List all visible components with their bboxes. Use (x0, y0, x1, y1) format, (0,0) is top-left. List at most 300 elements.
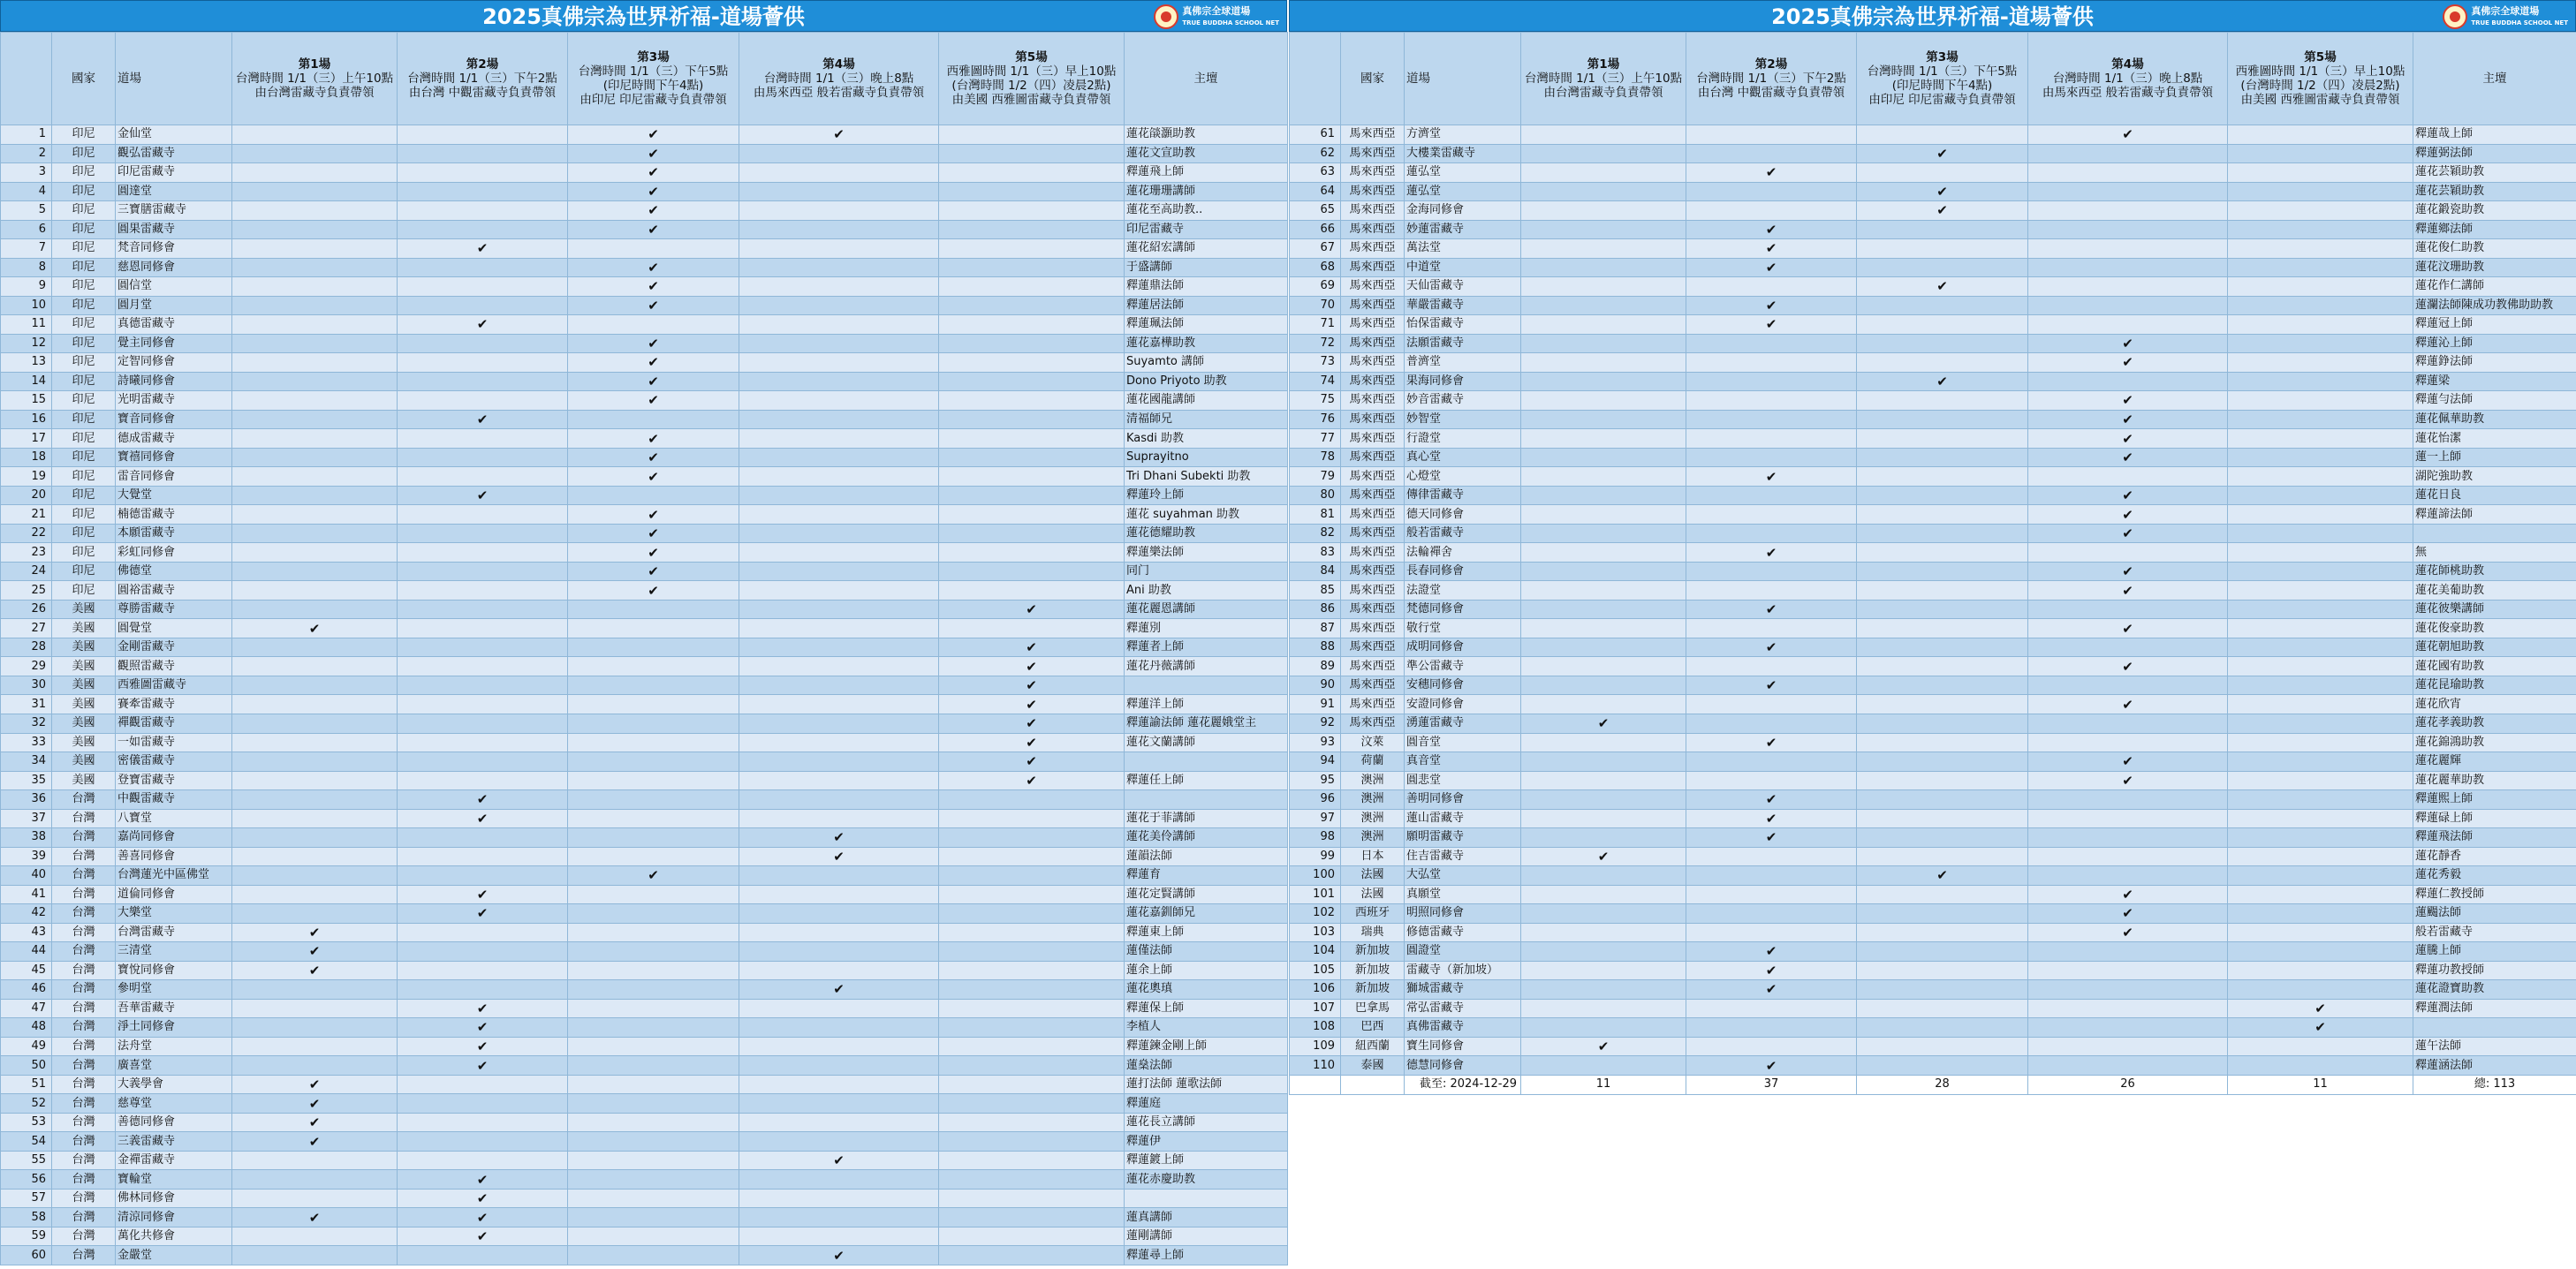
check-icon: ✔ (476, 316, 489, 333)
row-host: 蓮花日良 (2413, 486, 2576, 505)
schedule-table-right (1289, 32, 2576, 1095)
row-host: 釋蓮諦法師 (2413, 505, 2576, 525)
week-5-cell (2228, 885, 2413, 904)
week-2-cell (398, 1189, 568, 1208)
week-2-cell (398, 182, 568, 201)
week-5-cell (939, 885, 1125, 904)
week-4-cell (2028, 676, 2228, 695)
week-2-cell (398, 486, 568, 505)
week-4-cell (739, 182, 939, 201)
row-number: 63 (1290, 163, 1341, 183)
week-3-cell (568, 1018, 739, 1038)
week-5-cell (939, 942, 1125, 962)
row-country: 馬來西亞 (1341, 220, 1405, 239)
week-2-cell (398, 904, 568, 924)
week-4-cell (739, 999, 939, 1018)
week-3-cell (568, 562, 739, 581)
week-1-cell (1521, 220, 1686, 239)
week-3-cell (568, 1151, 739, 1170)
week-4-cell (739, 1227, 939, 1246)
week-3-cell (568, 277, 739, 297)
row-number: 21 (1, 505, 52, 525)
table-row (1290, 828, 2576, 848)
check-icon: ✔ (1765, 544, 1777, 561)
week-2-cell (1686, 942, 1857, 962)
week-4-cell (739, 410, 939, 429)
week-2-cell (398, 296, 568, 315)
row-temple: 登寶雷藏寺 (116, 771, 232, 790)
row-host: 釋蓮者上師 (1125, 638, 1288, 657)
row-number: 30 (1, 676, 52, 695)
week-4-cell (739, 942, 939, 962)
row-temple: 圓音堂 (1405, 733, 1521, 752)
week-1-cell (232, 828, 398, 848)
row-host: Tri Dhani Subekti 助教 (1125, 467, 1288, 487)
header-num (1, 33, 52, 125)
row-country: 印尼 (52, 277, 116, 297)
week-3-cell (568, 201, 739, 221)
row-host: 同门 (1125, 562, 1288, 581)
row-country: 澳洲 (1341, 771, 1405, 790)
row-country: 馬來西亞 (1341, 638, 1405, 657)
week-5-cell (2228, 828, 2413, 848)
check-icon: ✔ (2122, 582, 2133, 599)
row-country: 馬來西亞 (1341, 201, 1405, 221)
week-1-cell (232, 657, 398, 676)
row-country: 法國 (1341, 885, 1405, 904)
header-temple: 道場 (116, 33, 232, 125)
week-4-cell (739, 619, 939, 638)
week-5-cell (2228, 410, 2413, 429)
row-country: 印尼 (52, 144, 116, 163)
row-temple: 光明雷藏寺 (116, 391, 232, 411)
row-number: 94 (1290, 752, 1341, 772)
week-3-cell (1857, 448, 2028, 467)
row-temple: 三寶膳雷藏寺 (116, 201, 232, 221)
check-icon: ✔ (1026, 772, 1037, 789)
week-3-cell (1857, 771, 2028, 790)
row-country: 馬來西亞 (1341, 619, 1405, 638)
week-5-cell (939, 600, 1125, 619)
week-5-cell (939, 847, 1125, 866)
week-2-cell (398, 695, 568, 714)
week-1-cell (1521, 562, 1686, 581)
week-3-cell (568, 714, 739, 733)
week-4-cell (2028, 391, 2228, 411)
week-2-cell (398, 1170, 568, 1190)
row-temple: 佛林同修會 (116, 1189, 232, 1208)
week-5-cell (939, 790, 1125, 810)
row-host: 蓮花靜香 (2413, 847, 2576, 866)
row-country: 馬來西亞 (1341, 296, 1405, 315)
week-2-cell (1686, 600, 1857, 619)
week-1-cell (232, 505, 398, 525)
week-4-cell (2028, 448, 2228, 467)
row-country: 印尼 (52, 125, 116, 145)
week-4-cell (739, 866, 939, 886)
row-host: 蓮余上師 (1125, 961, 1288, 980)
row-number: 103 (1290, 923, 1341, 942)
week-2-cell (1686, 771, 1857, 790)
row-number: 12 (1, 334, 52, 353)
week-4-cell (739, 144, 939, 163)
row-country: 美國 (52, 676, 116, 695)
check-icon: ✔ (2122, 525, 2133, 542)
table-row (1, 714, 1288, 733)
row-host: 蓮花至高助教.. (1125, 201, 1288, 221)
check-icon: ✔ (648, 145, 659, 162)
schedule-table-left (0, 32, 1288, 1265)
week-3-cell (568, 1189, 739, 1208)
row-host: 蓮花鍛瓷助教 (2413, 201, 2576, 221)
week-4-cell (2028, 524, 2228, 543)
row-number: 95 (1290, 771, 1341, 790)
row-host: 蓮真講師 (1125, 1208, 1288, 1227)
week-3-cell (568, 144, 739, 163)
row-temple: 蓮弘堂 (1405, 163, 1521, 183)
week-5-cell (2228, 144, 2413, 163)
row-number: 8 (1, 258, 52, 277)
week-2-cell (398, 923, 568, 942)
week-3-cell (1857, 733, 2028, 752)
week-1-cell (1521, 182, 1686, 201)
week-1-cell (1521, 828, 1686, 848)
table-row (1290, 220, 2576, 239)
row-temple: 詩曦同修會 (116, 372, 232, 391)
table-row (1, 448, 1288, 467)
week-5-cell (939, 239, 1125, 259)
week-4-cell (2028, 904, 2228, 924)
week-5-cell (939, 486, 1125, 505)
header-week-2: 第2場 台灣時間 1/1（三）下午2點 由台灣 中觀雷藏寺負責帶領 (1686, 33, 1857, 125)
week-2-cell (1686, 410, 1857, 429)
row-temple: 法證堂 (1405, 581, 1521, 601)
week-3-cell (568, 296, 739, 315)
row-country: 馬來西亞 (1341, 410, 1405, 429)
week-5-cell (939, 258, 1125, 277)
row-number: 86 (1290, 600, 1341, 619)
row-temple: 傳律雷藏寺 (1405, 486, 1521, 505)
check-icon: ✔ (2122, 696, 2133, 713)
header-country: 國家 (52, 33, 116, 125)
week-1-cell (232, 904, 398, 924)
row-number: 16 (1, 410, 52, 429)
row-temple: 淨土同修會 (116, 1018, 232, 1038)
row-country: 印尼 (52, 543, 116, 563)
row-host: Kasdi 助教 (1125, 429, 1288, 449)
check-icon: ✔ (1597, 848, 1610, 865)
logo-text-line-1: 真佛宗全球道場 (1182, 4, 1251, 17)
row-host: 釋蓮尋上師 (1125, 1246, 1288, 1265)
table-row (1290, 771, 2576, 790)
row-country: 印尼 (52, 220, 116, 239)
row-country: 荷蘭 (1341, 752, 1405, 772)
week-2-cell (398, 163, 568, 183)
week-3-cell (1857, 315, 2028, 335)
table-row (1290, 999, 2576, 1018)
week-4-cell (739, 1132, 939, 1152)
table-row (1, 1113, 1288, 1132)
row-country: 澳洲 (1341, 790, 1405, 810)
row-host (1125, 752, 1288, 772)
row-temple: 大義學會 (116, 1075, 232, 1094)
table-row (1, 1246, 1288, 1265)
week-4-cell (2028, 999, 2228, 1018)
week-3-cell (568, 980, 739, 1000)
check-icon: ✔ (833, 848, 845, 865)
row-temple: 台灣蓮光中區佛堂 (116, 866, 232, 886)
check-icon: ✔ (648, 164, 659, 181)
check-icon: ✔ (1765, 791, 1777, 808)
week-4-cell (739, 562, 939, 581)
check-icon: ✔ (476, 1057, 489, 1074)
week-1-cell (232, 448, 398, 467)
week-4-cell (2028, 429, 2228, 449)
check-icon: ✔ (648, 525, 659, 542)
week-5-cell (939, 543, 1125, 563)
week-3-cell (1857, 1056, 2028, 1076)
week-3-cell (568, 581, 739, 601)
week-1-cell (232, 961, 398, 980)
row-country: 馬來西亞 (1341, 581, 1405, 601)
table-row (1290, 581, 2576, 601)
row-number: 84 (1290, 562, 1341, 581)
table-row (1290, 505, 2576, 525)
week-2-cell (398, 1018, 568, 1038)
table-row (1, 201, 1288, 221)
week-3-cell (568, 638, 739, 657)
week-5-cell (2228, 1056, 2413, 1076)
row-number: 40 (1, 866, 52, 886)
header-week-4: 第4場 台灣時間 1/1（三）晚上8點 由馬來西亞 般若雷藏寺負責帶領 (739, 33, 939, 125)
row-number: 23 (1, 543, 52, 563)
check-icon: ✔ (1765, 677, 1777, 694)
week-3-cell (568, 220, 739, 239)
week-3-cell (1857, 847, 2028, 866)
row-number: 48 (1, 1018, 52, 1038)
row-host: 蓮花文蘭講師 (1125, 733, 1288, 752)
week-2-cell (1686, 429, 1857, 449)
check-icon: ✔ (1597, 1039, 1610, 1054)
week-2-cell (1686, 543, 1857, 563)
check-icon: ✔ (2122, 487, 2133, 504)
week-4-cell (2028, 1056, 2228, 1076)
week-1-cell (232, 1246, 398, 1265)
row-number: 98 (1290, 828, 1341, 848)
table-row (1, 353, 1288, 373)
week-4-cell (739, 220, 939, 239)
row-country: 台灣 (52, 1189, 116, 1208)
row-country: 印尼 (52, 391, 116, 411)
table-row (1, 923, 1288, 942)
week-3-cell (1857, 429, 2028, 449)
week-4-cell (2028, 277, 2228, 297)
week-2-cell (398, 885, 568, 904)
row-temple: 寶輪堂 (116, 1170, 232, 1190)
week-3-cell (568, 1132, 739, 1152)
row-temple: 般若雷藏寺 (1405, 524, 1521, 543)
week-5-cell (939, 429, 1125, 449)
row-host: 蓮花俊豪助教 (2413, 619, 2576, 638)
row-number: 79 (1290, 467, 1341, 487)
week-2-cell (398, 752, 568, 772)
table-row (1290, 866, 2576, 886)
row-host: 釋蓮仁教授師 (2413, 885, 2576, 904)
table-row (1290, 809, 2576, 828)
week-4-cell (739, 125, 939, 145)
table-row (1, 752, 1288, 772)
week-1-cell (232, 1151, 398, 1170)
week-3-cell (568, 1208, 739, 1227)
check-icon: ✔ (648, 449, 659, 466)
check-icon: ✔ (1765, 221, 1777, 238)
row-temple: 蓮山雷藏寺 (1405, 809, 1521, 828)
week-2-cell (398, 1056, 568, 1076)
row-temple: 圓悲堂 (1405, 771, 1521, 790)
row-temple: 覺主同修會 (116, 334, 232, 353)
row-country: 馬來西亞 (1341, 429, 1405, 449)
row-number: 108 (1290, 1018, 1341, 1038)
table-row (1, 1227, 1288, 1246)
row-number: 58 (1, 1208, 52, 1227)
week-3-cell (568, 600, 739, 619)
check-icon: ✔ (476, 411, 489, 427)
row-country: 台灣 (52, 809, 116, 828)
week-4-cell (739, 1056, 939, 1076)
table-row (1, 980, 1288, 1000)
check-icon: ✔ (476, 240, 489, 257)
week-2-cell (1686, 1018, 1857, 1038)
row-number: 99 (1290, 847, 1341, 866)
week-4-cell (2028, 714, 2228, 733)
week-3-cell (1857, 353, 2028, 373)
week-1-cell (232, 467, 398, 487)
row-temple: 真心堂 (1405, 448, 1521, 467)
row-temple: 吾華雷藏寺 (116, 999, 232, 1018)
week-5-cell (939, 296, 1125, 315)
table-row (1, 581, 1288, 601)
week-3-cell (568, 1056, 739, 1076)
check-icon: ✔ (648, 468, 659, 485)
week-1-cell (232, 809, 398, 828)
header-country: 國家 (1341, 33, 1405, 125)
row-host: 釋蓮育 (1125, 866, 1288, 886)
week-3-cell (568, 790, 739, 810)
table-row (1, 562, 1288, 581)
row-temple: 圓月堂 (116, 296, 232, 315)
week-3-cell (1857, 961, 2028, 980)
row-country: 印尼 (52, 410, 116, 429)
row-number: 4 (1, 182, 52, 201)
table-row (1290, 961, 2576, 980)
week-1-cell (232, 638, 398, 657)
row-temple: 觀照雷藏寺 (116, 657, 232, 676)
row-number: 26 (1, 600, 52, 619)
week-5-cell (939, 220, 1125, 239)
table-row (1, 676, 1288, 695)
check-icon: ✔ (1936, 867, 1948, 884)
week-1-cell (1521, 125, 1686, 145)
week-1-cell (232, 1170, 398, 1190)
row-temple: 廣喜堂 (116, 1056, 232, 1076)
week-4-cell (2028, 353, 2228, 373)
week-4-cell (2028, 182, 2228, 201)
row-country: 馬來西亞 (1341, 315, 1405, 335)
week-5-cell (939, 1189, 1125, 1208)
week-4-cell (739, 1018, 939, 1038)
week-1-cell (232, 600, 398, 619)
row-temple: 善明同修會 (1405, 790, 1521, 810)
week-3-cell (1857, 885, 2028, 904)
row-temple: 怡保雷藏寺 (1405, 315, 1521, 335)
check-icon: ✔ (648, 430, 659, 447)
week-5-cell (939, 277, 1125, 297)
row-temple: 安證同修會 (1405, 695, 1521, 714)
week-3-cell (1857, 201, 2028, 221)
week-2-cell (398, 372, 568, 391)
week-3-cell (568, 372, 739, 391)
week-5-cell (939, 1018, 1125, 1038)
week-3-cell (1857, 296, 2028, 315)
row-country: 馬來西亞 (1341, 524, 1405, 543)
row-host: 釋蓮樂法師 (1125, 543, 1288, 563)
week-2-cell (398, 429, 568, 449)
week-2-cell (1686, 467, 1857, 487)
check-icon: ✔ (648, 221, 659, 238)
week-4-cell (739, 543, 939, 563)
row-host: 蓮打法師 蓮歌法師 (1125, 1075, 1288, 1094)
week-5-cell (2228, 505, 2413, 525)
row-host: 蓮花證寶助教 (2413, 980, 2576, 1000)
week-4-cell (2028, 334, 2228, 353)
check-icon: ✔ (308, 943, 321, 960)
table-row (1290, 277, 2576, 297)
row-temple: 一如雷藏寺 (116, 733, 232, 752)
week-3-cell (1857, 790, 2028, 810)
row-host: 釋蓮鍊金剛上師 (1125, 1037, 1288, 1056)
table-row (1290, 486, 2576, 505)
week-2-cell (1686, 201, 1857, 221)
week-5-cell (2228, 429, 2413, 449)
week-3-cell (1857, 524, 2028, 543)
header-host: 主壇 (2413, 33, 2576, 125)
week-5-cell (2228, 467, 2413, 487)
week-2-cell (398, 1113, 568, 1132)
check-icon: ✔ (2122, 506, 2133, 523)
row-temple: 大樓業雷藏寺 (1405, 144, 1521, 163)
row-country: 台灣 (52, 866, 116, 886)
row-country: 馬來西亞 (1341, 676, 1405, 695)
row-host: 蓮花彼樂講師 (2413, 600, 2576, 619)
week-4-cell (2028, 372, 2228, 391)
table-row (1, 258, 1288, 277)
check-icon: ✔ (476, 1039, 489, 1054)
week-3-cell (1857, 676, 2028, 695)
row-number: 56 (1, 1170, 52, 1190)
week-1-cell (1521, 448, 1686, 467)
week-1-cell (232, 562, 398, 581)
check-icon: ✔ (1765, 734, 1777, 751)
week-5-cell (939, 980, 1125, 1000)
week-5-cell (2228, 315, 2413, 335)
week-3-cell (1857, 562, 2028, 581)
row-temple: 德慧同修會 (1405, 1056, 1521, 1076)
week-5-cell (2228, 771, 2413, 790)
row-temple: 湧蓮雷藏寺 (1405, 714, 1521, 733)
week-2-cell (398, 676, 568, 695)
row-country: 台灣 (52, 1037, 116, 1056)
check-icon: ✔ (1026, 639, 1037, 656)
